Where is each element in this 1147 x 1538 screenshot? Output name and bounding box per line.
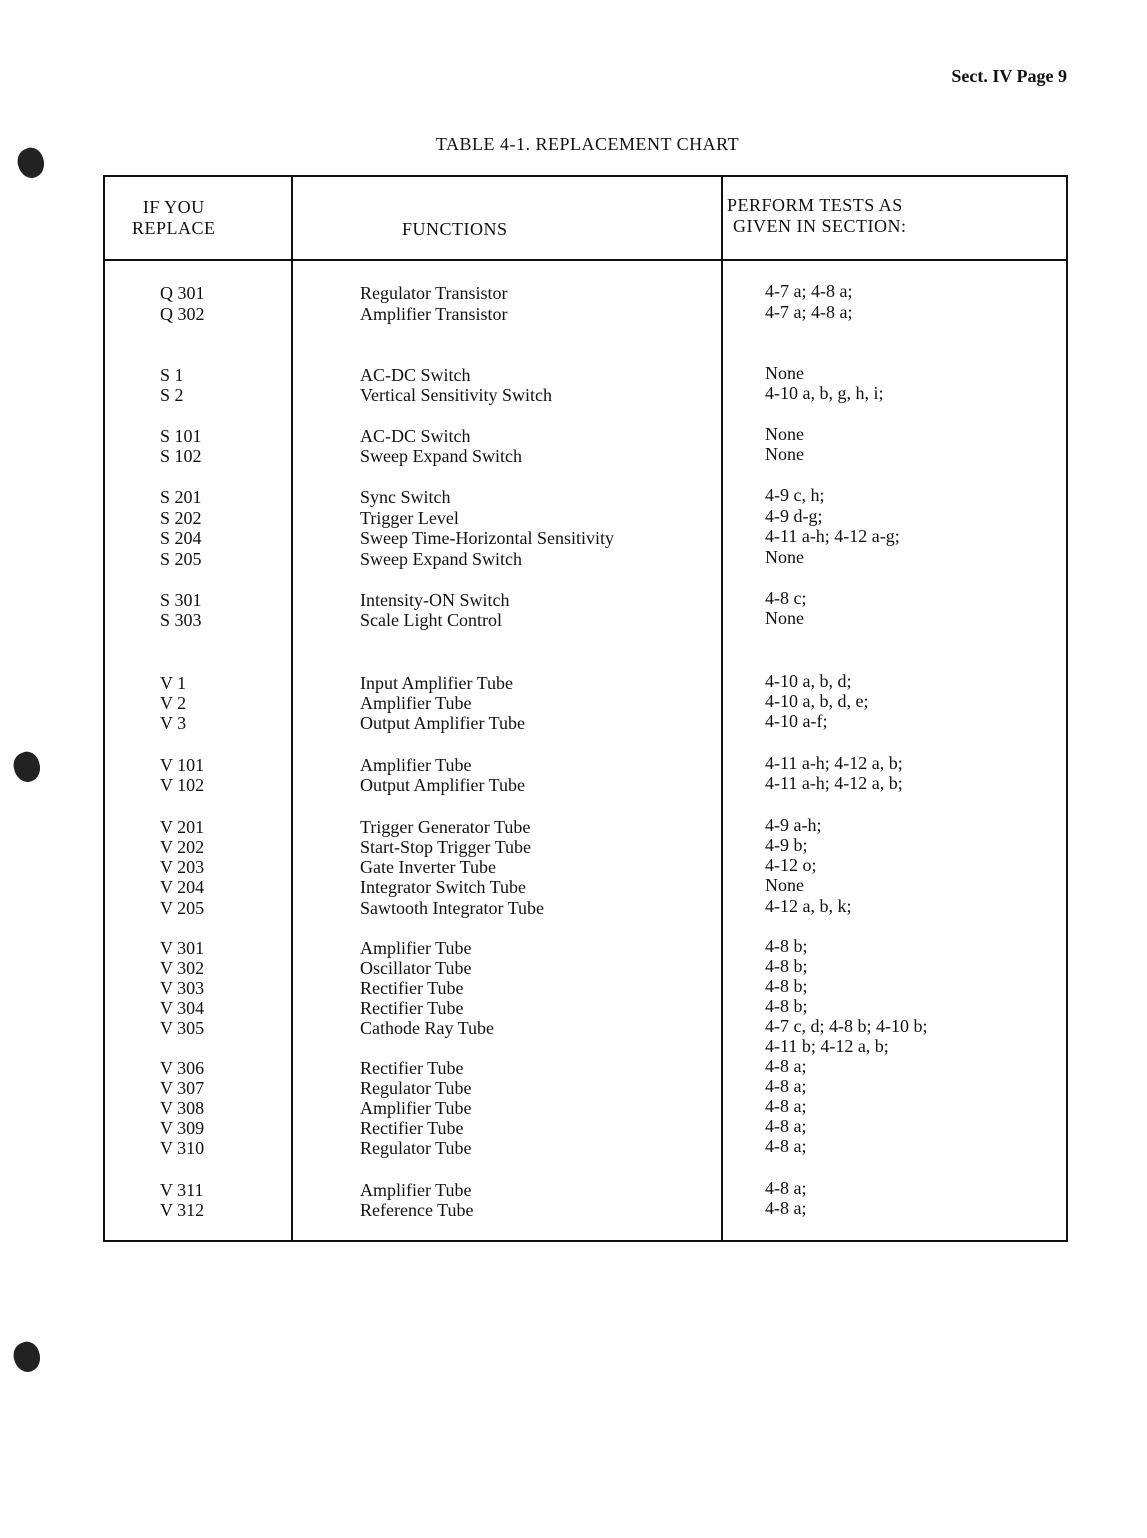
row-component: S 102 [160,446,202,466]
row-component: V 309 [160,1118,205,1138]
row-function: Integrator Switch Tube [360,877,526,897]
row-function: Reference Tube [360,1200,474,1220]
row-tests: None [765,608,804,628]
row-component: V 303 [160,978,205,998]
header-replace-line-1: IF YOU [142,197,205,217]
row-tests: 4-10 a-f; [765,711,828,731]
row-tests: 4-9 a-h; [765,815,822,835]
row-tests: 4-11 a-h; 4-12 a-g; [765,526,900,546]
row-function: Rectifier Tube [360,1118,464,1138]
row-function: Oscillator Tube [360,958,472,978]
header-perform-tests [727,195,906,237]
row-tests: 4-10 a, b, d; [765,671,852,691]
row-tests: 4-8 a; [765,1178,807,1198]
row-tests: 4-9 c, h; [765,485,825,505]
row-component: V 310 [160,1138,205,1158]
row-component: Q 302 [160,304,205,324]
row-function: Amplifier Transistor [360,304,508,324]
row-function: Scale Light Control [360,610,502,630]
row-function: Sweep Expand Switch [360,446,522,466]
row-tests: 4-10 a, b, d, e; [765,691,869,711]
row-component: V 312 [160,1200,205,1220]
row-function: Regulator Tube [360,1138,472,1158]
row-component: V 301 [160,938,205,958]
row-component: S 205 [160,549,202,569]
column-divider-1 [291,177,293,1240]
row-component: V 101 [160,755,205,775]
row-function: Start-Stop Trigger Tube [360,837,532,857]
binder-hole-bottom [10,1338,45,1375]
row-component: S 202 [160,508,202,528]
row-function: Cathode Ray Tube [360,1018,495,1038]
row-tests: 4-8 a; [765,1116,807,1136]
header-tests-line-2: GIVEN IN SECTION: [733,216,907,236]
row-function: Amplifier Tube [360,938,472,958]
binder-hole-middle [10,748,45,785]
row-function: Rectifier Tube [360,978,464,998]
row-tests: 4-8 a; [765,1198,807,1218]
row-function: Sweep Time-Horizontal Sensitivity [360,528,614,548]
row-tests: None [765,547,804,567]
row-function: Sweep Expand Switch [360,549,522,569]
row-function: Regulator Transistor [360,283,508,303]
header-functions: FUNCTIONS [402,219,508,239]
row-component: V 205 [160,898,205,918]
row-function: Amplifier Tube [360,1180,472,1200]
row-function: Amplifier Tube [360,693,472,713]
header-divider [105,259,1066,261]
row-component: V 202 [160,837,205,857]
header-tests-line-1: PERFORM TESTS AS [727,195,903,215]
row-function: Output Amplifier Tube [360,713,526,733]
row-tests: None [765,875,804,895]
row-component: S 2 [160,385,184,405]
row-function: Output Amplifier Tube [360,775,526,795]
page-header: Sect. IV Page 9 [951,66,1067,86]
row-component: V 311 [160,1180,204,1200]
column-divider-2 [721,177,723,1240]
row-component: V 102 [160,775,205,795]
row-component: S 201 [160,487,202,507]
row-tests: 4-8 a; [765,1076,807,1096]
row-component: V 2 [160,693,187,713]
row-function: Vertical Sensitivity Switch [360,385,552,405]
row-tests: 4-8 a; [765,1056,807,1076]
row-tests: 4-8 b; [765,936,808,956]
row-function: Trigger Level [360,508,459,528]
row-tests: 4-10 a, b, g, h, i; [765,383,884,403]
row-tests: 4-7 c, d; 4-8 b; 4-10 b; [765,1016,928,1036]
row-component: S 301 [160,590,202,610]
row-component: S 101 [160,426,202,446]
row-function: Input Amplifier Tube [360,673,514,693]
row-tests: None [765,444,804,464]
row-tests: 4-9 b; [765,835,808,855]
row-component: V 305 [160,1018,205,1038]
row-function: Gate Inverter Tube [360,857,496,877]
row-component: V 1 [160,673,187,693]
row-component: V 302 [160,958,205,978]
row-function: Sync Switch [360,487,451,507]
row-function: Intensity-ON Switch [360,590,510,610]
row-component: Q 301 [160,283,205,303]
replacement-chart-table [103,175,1068,1242]
row-tests: 4-8 c; [765,588,807,608]
row-function: Regulator Tube [360,1078,472,1098]
row-tests: 4-7 a; 4-8 a; [765,302,853,322]
row-tests: 4-7 a; 4-8 a; [765,281,853,301]
row-tests: 4-12 o; [765,855,817,875]
row-component: V 306 [160,1058,205,1078]
row-tests: 4-8 b; [765,976,808,996]
row-function: Amplifier Tube [360,1098,472,1118]
row-tests: 4-8 a; [765,1096,807,1116]
row-component: S 1 [160,365,184,385]
row-tests: 4-8 b; [765,956,808,976]
row-component: V 201 [160,817,205,837]
row-function: Rectifier Tube [360,1058,464,1078]
row-tests: None [765,424,804,444]
row-function: Trigger Generator Tube [360,817,531,837]
row-tests: 4-12 a, b, k; [765,896,852,916]
row-function: Rectifier Tube [360,998,464,1018]
row-function: Sawtooth Integrator Tube [360,898,544,918]
row-tests: 4-9 d-g; [765,506,823,526]
row-component: V 308 [160,1098,205,1118]
row-component: V 304 [160,998,205,1018]
row-function: Amplifier Tube [360,755,472,775]
row-component: V 3 [160,713,187,733]
row-tests: 4-8 b; [765,996,808,1016]
row-tests: 4-8 a; [765,1136,807,1156]
row-tests: 4-11 a-h; 4-12 a, b; [765,773,903,793]
header-if-you-replace [132,197,216,239]
row-tests: 4-11 a-h; 4-12 a, b; [765,753,903,773]
row-component: S 204 [160,528,202,548]
table-title: TABLE 4-1. REPLACEMENT CHART [435,134,740,154]
row-component: V 203 [160,857,205,877]
row-tests: 4-11 b; 4-12 a, b; [765,1036,889,1056]
row-component: V 204 [160,877,205,897]
row-function: AC-DC Switch [360,365,471,385]
row-component: V 307 [160,1078,205,1098]
row-component: S 303 [160,610,202,630]
row-tests: None [765,363,804,383]
row-function: AC-DC Switch [360,426,471,446]
header-replace-line-2: REPLACE [132,218,216,238]
